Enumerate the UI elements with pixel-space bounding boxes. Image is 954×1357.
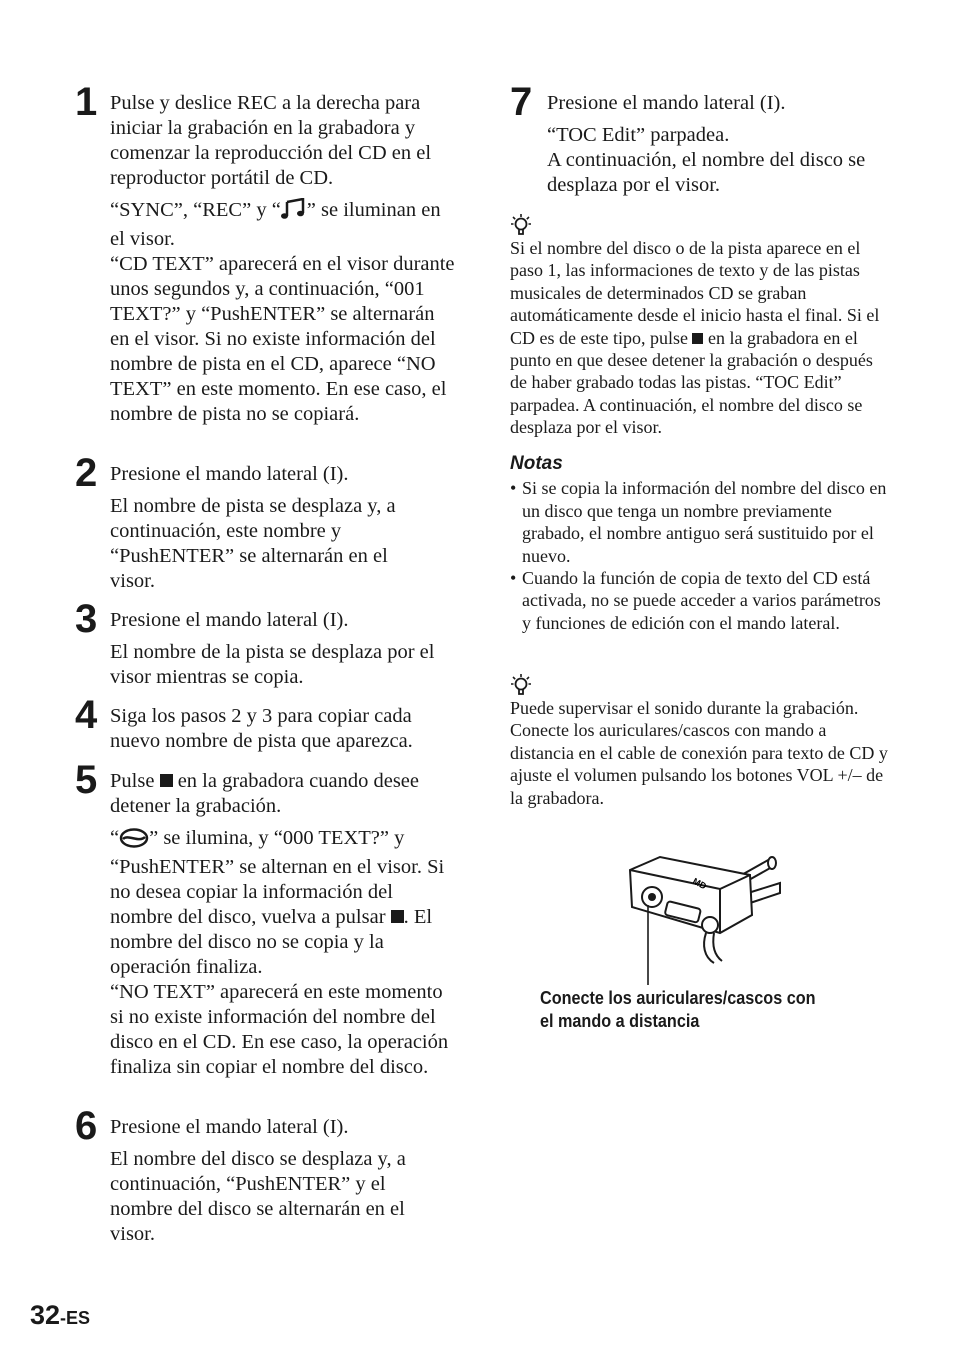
step-instruction: Presione el mando lateral (I).	[110, 1116, 349, 1138]
tip-block	[510, 673, 888, 809]
step-number: 5	[75, 758, 98, 802]
stop-square-icon	[692, 333, 703, 344]
step-detail: El nombre de pista se desplaza y, a continuación, este nombre y “PushENTER” se alternarán en el visor.	[110, 495, 396, 592]
disc-icon	[119, 828, 149, 855]
lightbulb-icon	[510, 673, 888, 697]
step-number: 3	[75, 597, 98, 641]
step-instruction: Siga los pasos 2 y 3 para copiar cada nuevo nombre de pista que aparezca.	[110, 705, 413, 752]
step-detail: El nombre del disco se desplaza y, a continuación, “PushENTER” y el nombre del disco se alternarán en el visor.	[110, 1148, 406, 1245]
illustration-caption: Conecte los auriculares/cascos con el mando a distancia	[540, 988, 816, 1031]
notes-title: Notas	[510, 453, 563, 474]
step-instruction: Pulse y deslice REC a la derecha para iniciar la grabación en la grabadora y comenzar la reproducción del CD en el reproductor portátil de CD.	[110, 92, 432, 189]
tip-text: Si el nombre del disco o de la pista aparece en el paso 1, las informaciones de texto y de las pistas musicales de determinados CD se graban automáticamente desde el inicio hasta el final. Si el CD es de este tipo, pulse en la grabadora en el punto en que desee detener la grabación o después de haber grabado todas las pistas. “TOC Edit” parpadea. A continuación, el nombre del disco se desplaza por el visor.	[510, 238, 880, 438]
step-detail: “CD TEXT” aparecerá en el visor durante unos segundos y, a continuación, “001 TEXT?” y “PushENTER” se alternarán en el visor. Si no existe información del nombre de pista en el CD, aparece “NO TEXT” en este momento. En ese caso, el nombre de pista no se copiará.	[110, 253, 455, 425]
step-number: 2	[75, 451, 98, 495]
step-instruction: Presione el mando lateral (I).	[110, 463, 349, 485]
connector-illustration	[620, 845, 790, 985]
tip-text: Conecte los auriculares/cascos con mando a distancia en el cable de conexión para texto de CD y ajuste el volumen pulsando los botones VOL +/– de la grabadora.	[510, 720, 888, 808]
step-instruction: Pulse en la grabadora cuando desee detener la grabación.	[110, 770, 420, 817]
step-number: 6	[75, 1104, 98, 1148]
stop-square-icon	[391, 910, 404, 923]
step-detail: “SYNC”, “REC” y “ ” se iluminan en el visor.	[110, 199, 441, 250]
note-item: • Cuando la función de copia de texto del CD está activada, no se puede acceder a varios parámetros y funciones de edición con el mando lateral.	[510, 567, 888, 634]
step-detail: “ ” se ilumina, y “000 TEXT?” y “PushENTER” se alternan en el visor. Si no desea copiar la información del nombre del disco, vuelva a pulsar . El nombre del disco no se copia y la operación finaliza.	[110, 827, 445, 978]
lightbulb-icon	[510, 213, 888, 237]
tip-block	[510, 213, 888, 439]
page-number: 32-ES	[30, 1300, 91, 1330]
step-number: 1	[75, 80, 98, 124]
md-label: MD	[691, 875, 709, 892]
note-item: • Si se copia la información del nombre del disco en un disco que tenga un nombre previamente grabado, el nombre antiguo será sustituido por el nuevo.	[510, 477, 888, 567]
step-number: 4	[75, 693, 98, 737]
stop-square-icon	[160, 774, 173, 787]
step-detail: El nombre de la pista se desplaza por el visor mientras se copia.	[110, 641, 435, 688]
notes-block	[510, 453, 888, 634]
step-detail: “TOC Edit” parpadea.	[547, 124, 730, 146]
step-number: 7	[510, 80, 533, 124]
step-detail: A continuación, el nombre del disco se desplaza por el visor.	[547, 149, 866, 196]
step-instruction: Presione el mando lateral (I).	[110, 609, 349, 631]
tip-text: Puede supervisar el sonido durante la grabación.	[510, 698, 859, 718]
music-note-icon	[281, 198, 307, 227]
step-instruction: Presione el mando lateral (I).	[547, 92, 786, 114]
step-detail: “NO TEXT” aparecerá en este momento si no existe información del nombre del disco en el CD. En ese caso, la operación finaliza sin copiar el nombre del disco.	[110, 981, 449, 1078]
